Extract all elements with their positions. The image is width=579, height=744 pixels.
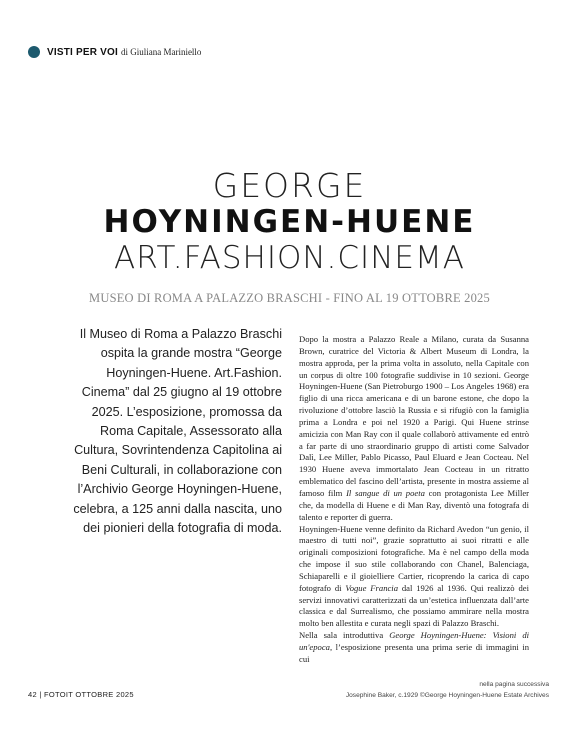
article-subtitle: MUSEO DI ROMA A PALAZZO BRASCHI - FINO AL 19 OTTOBRE 2025 bbox=[89, 291, 490, 305]
page-number: 42 bbox=[28, 690, 37, 699]
magazine-title: Vogue Francia bbox=[345, 582, 398, 593]
caption-credit: Josephine Baker, c.1929 ©George Hoyningen-Huene Estate Archives bbox=[345, 691, 549, 699]
title-line-3: ART.FASHION.CINEMA bbox=[114, 240, 465, 276]
body-paragraph-2 bbox=[299, 524, 529, 631]
title-line-1: GEORGE bbox=[212, 166, 367, 205]
section-header bbox=[28, 44, 201, 60]
section-dot-icon bbox=[28, 46, 40, 58]
lead-paragraph: Il Museo di Roma a Palazzo Braschi ospita la grande mostra “George Hoyningen-Huene. Art.Fashion. Cinema” dal 25 giugno al 19 ottobre 2025. L’esposizione, promossa da Roma Capitale, Assessorato alla Cultura, Sovrintendenza Capitolina ai Beni Culturali, in collaborazione con l’Archivio George Hoyningen-Huene, celebra, a 125 anni dalla nascita, uno dei pionieri della fotografia di moda. bbox=[73, 327, 282, 536]
footer-separator: | bbox=[39, 690, 44, 699]
body-text: dal 1926 al 1936. Qui realizzò dei servizi innovativi caratterizzati da un’estetica influenzata dall’arte classica e dal Surrealismo, che possiamo ammirare nella mostra molto ben allestita e curata negli spazi di Palazzo Braschi. bbox=[299, 582, 529, 629]
article-title bbox=[0, 168, 579, 276]
body-paragraph-1 bbox=[299, 334, 529, 524]
body-text: Hoyningen-Huene venne definito da Richard Avedon “un genio, il maestro di tutti noi”, grazie soprattutto ai suoi ritratti e alle originali composizioni fotografiche. Ma è nel campo della moda che impose il suo stile collaborando con Chanel, Balenciaga, Schiaparelli e il gioielliere Cartier, ricoprendo la carica di capo fotografo di bbox=[299, 523, 529, 593]
section-label: VISTI PER VOI bbox=[47, 46, 118, 58]
room-title: George Hoyningen-Huene: Visioni di un'epoca bbox=[299, 630, 530, 652]
body-paragraph-3 bbox=[299, 630, 529, 666]
body-column bbox=[299, 334, 529, 666]
author-byline: di Giuliana Mariniello bbox=[120, 47, 202, 57]
page-footer bbox=[28, 690, 134, 699]
body-text: Nella sala introduttiva bbox=[299, 630, 390, 641]
body-text: Dopo la mostra a Palazzo Reale a Milano, curata da Susanna Brown, curatrice del Victoria & Albert Museum di Londra, la mostra approda, per la prima volta in assoluto, nella Capitale con un corpus di oltre 100 fotografie suddivise in 10 sezioni. George Hoyningen-Huene (San Pietroburgo 1900 – Los Angeles 1968) era figlio di una ricca americana e di un barone estone, che dopo la rivoluzione d’ottobre lasciò la Russia e si rifugiò con la famiglia prima a Londra e poi nel 1920 a Parigi. Qui Huene strinse amicizia con Man Ray con il quale collaborò attivamente ed entrò a far parte di uno straordinario gruppo di artisti come Salvador Dalì, Lee Miller, Pablo Picasso, Paul Eluard e Jean Cocteau. Nel 1930 Huene aveva immortalato Jean Cocteau in un ritratto emblematico del fascino dell’artista, presente in mostra assieme al famoso film bbox=[299, 334, 529, 498]
caption-note: nella pagina successiva bbox=[479, 681, 549, 688]
title-line-2: HOYNINGEN-HUENE bbox=[103, 204, 476, 240]
magazine-issue: FOTOIT OTTOBRE 2025 bbox=[43, 690, 134, 699]
photo-caption bbox=[346, 680, 549, 701]
body-text: con protagonista Lee Miller che, da modella di Huene e di Man Ray, diventò una fotografa di talento e reporter di guerra. bbox=[299, 487, 530, 522]
film-title: Il sangue di un poeta bbox=[346, 487, 425, 498]
body-text: , l’esposizione presenta una prima serie di immagini in cui bbox=[299, 641, 529, 664]
